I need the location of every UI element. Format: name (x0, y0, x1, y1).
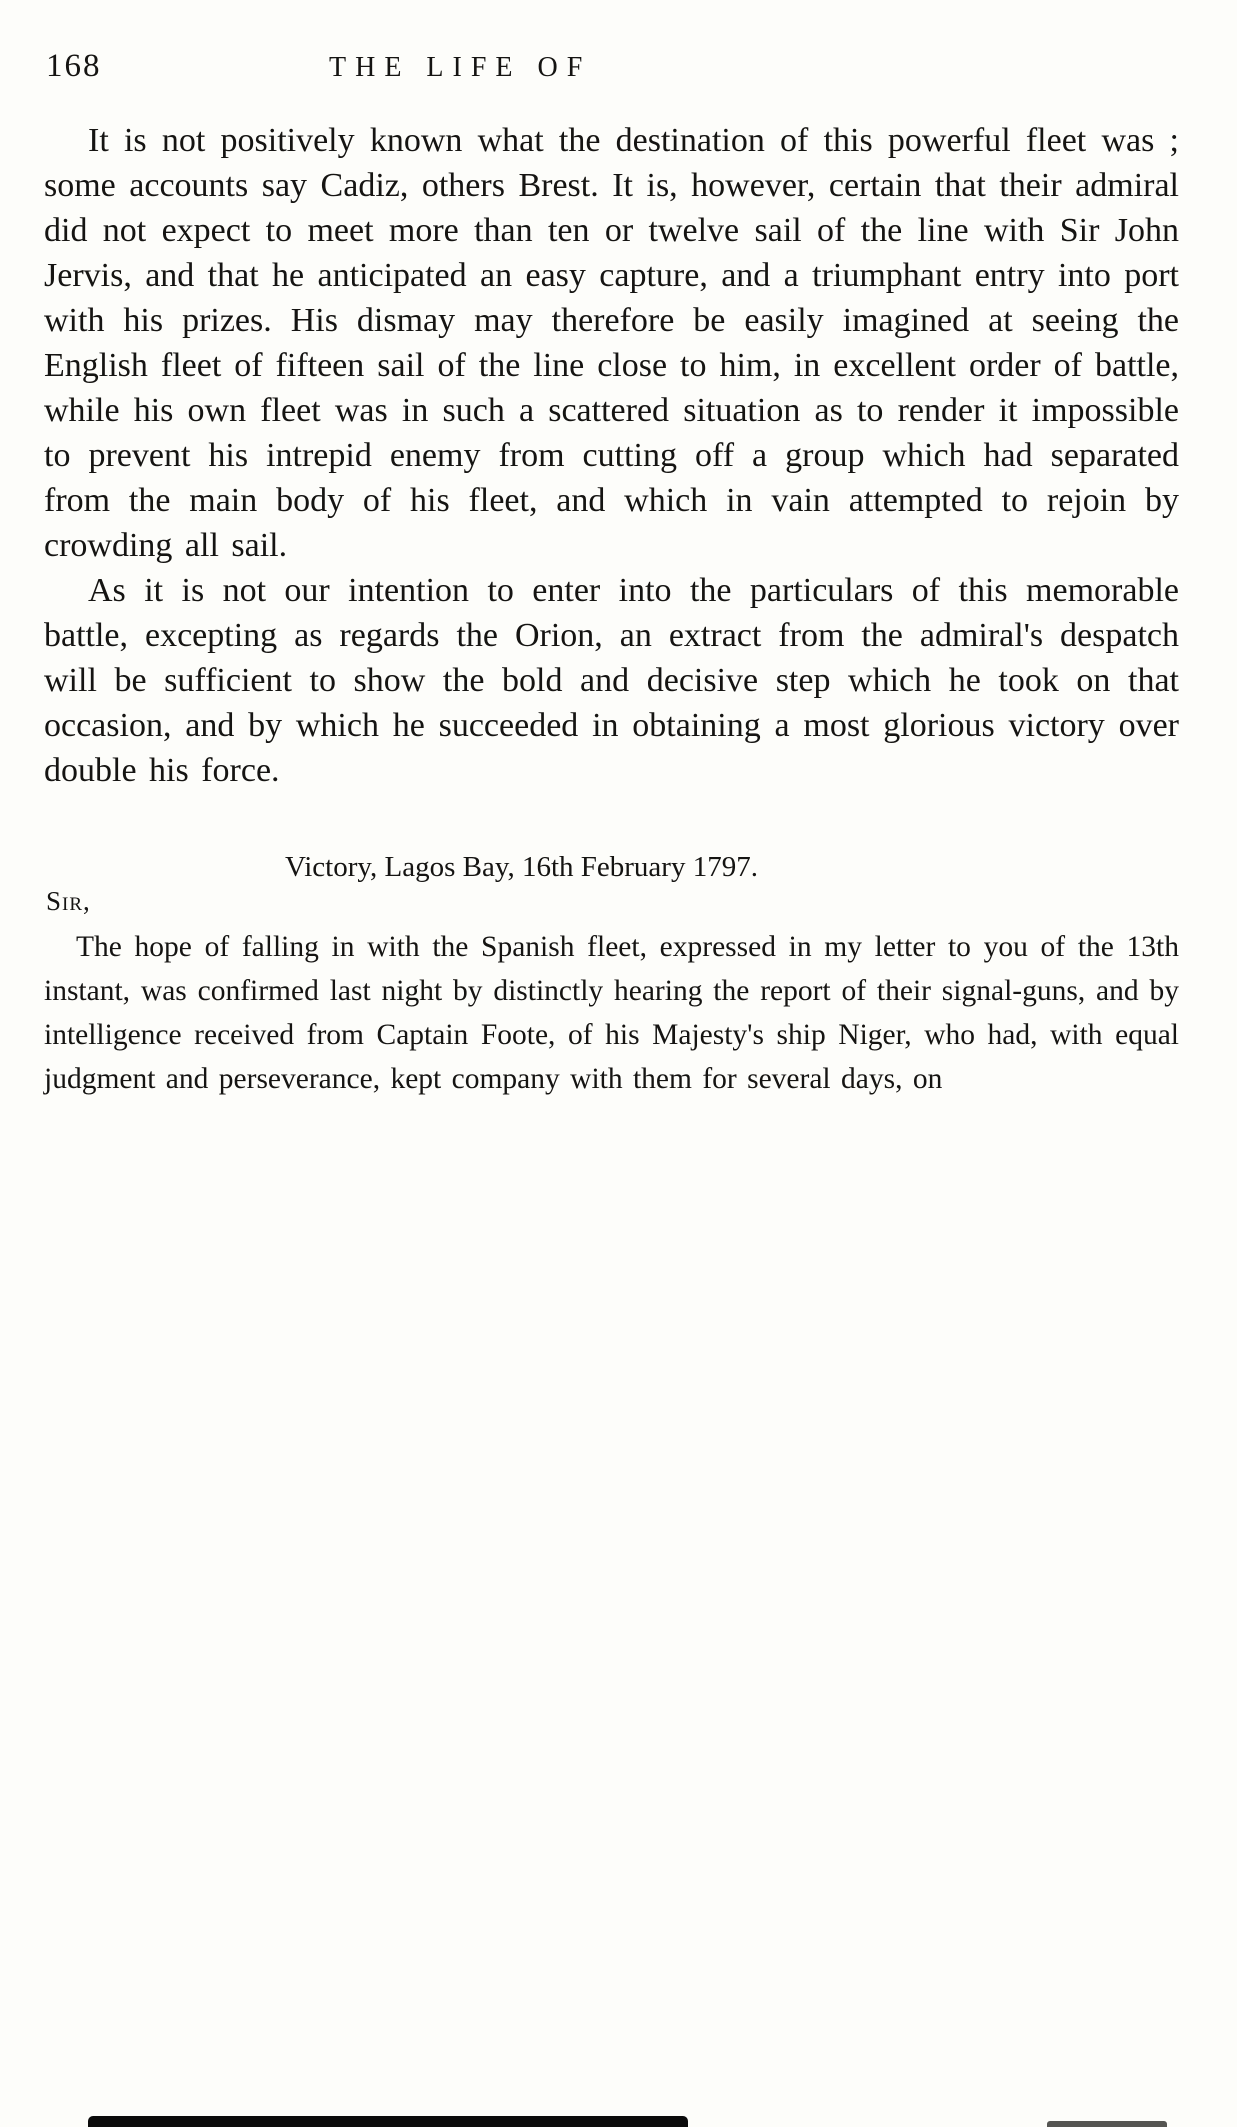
letter-dateline: Victory, Lagos Bay, 16th February 1797. (285, 851, 758, 883)
page-number: 168 (46, 48, 102, 84)
running-head (44, 48, 1179, 100)
body-paragraph: It is not positively known what the destination of this powerful fleet was ; some accounts say Cadiz, others Brest. It is, however, certain that their admiral did not expect to meet more than ten or twelve sail of the line with Sir John Jervis, and that he anticipated an easy capture, and a triumphant entry into port with his prizes. His dismay may therefore be easily imagined at seeing the English fleet of fifteen sail of the line close to him, in excellent order of battle, while his own fleet was in such a scattered situation as to render it impossible to prevent his intrepid enemy from cutting off a group which had separated from the main body of his fleet, and which in vain attempted to rejoin by crowding all sail. (44, 122, 1179, 564)
running-title: THE LIFE OF (329, 52, 592, 83)
scan-artifact-bar (88, 2116, 688, 2127)
letter-body (44, 925, 1179, 1101)
main-text-block (44, 118, 1179, 793)
letter-salutation: Sir, (46, 886, 91, 916)
letter-block (44, 851, 1179, 1101)
scan-artifact-bar-right (1047, 2121, 1167, 2127)
letter-paragraph: The hope of falling in with the Spanish fleet, expressed in my letter to you of the 13th instant, was confirmed last night by distinctly hearing the report of their signal-guns, and by intelligence received from Captain Foote, of his Majesty's ship Niger, who had, with equal judgment and perseverance, kept company with them for several days, on (44, 931, 1179, 1095)
body-paragraph: As it is not our intention to enter into the particulars of this memorable battle, excepting as regards the Orion, an extract from the admiral's despatch will be sufficient to show the bold and decisive step which he took on that occasion, and by which he succeeded in obtaining a most glorious victory over double his force. (44, 572, 1179, 789)
